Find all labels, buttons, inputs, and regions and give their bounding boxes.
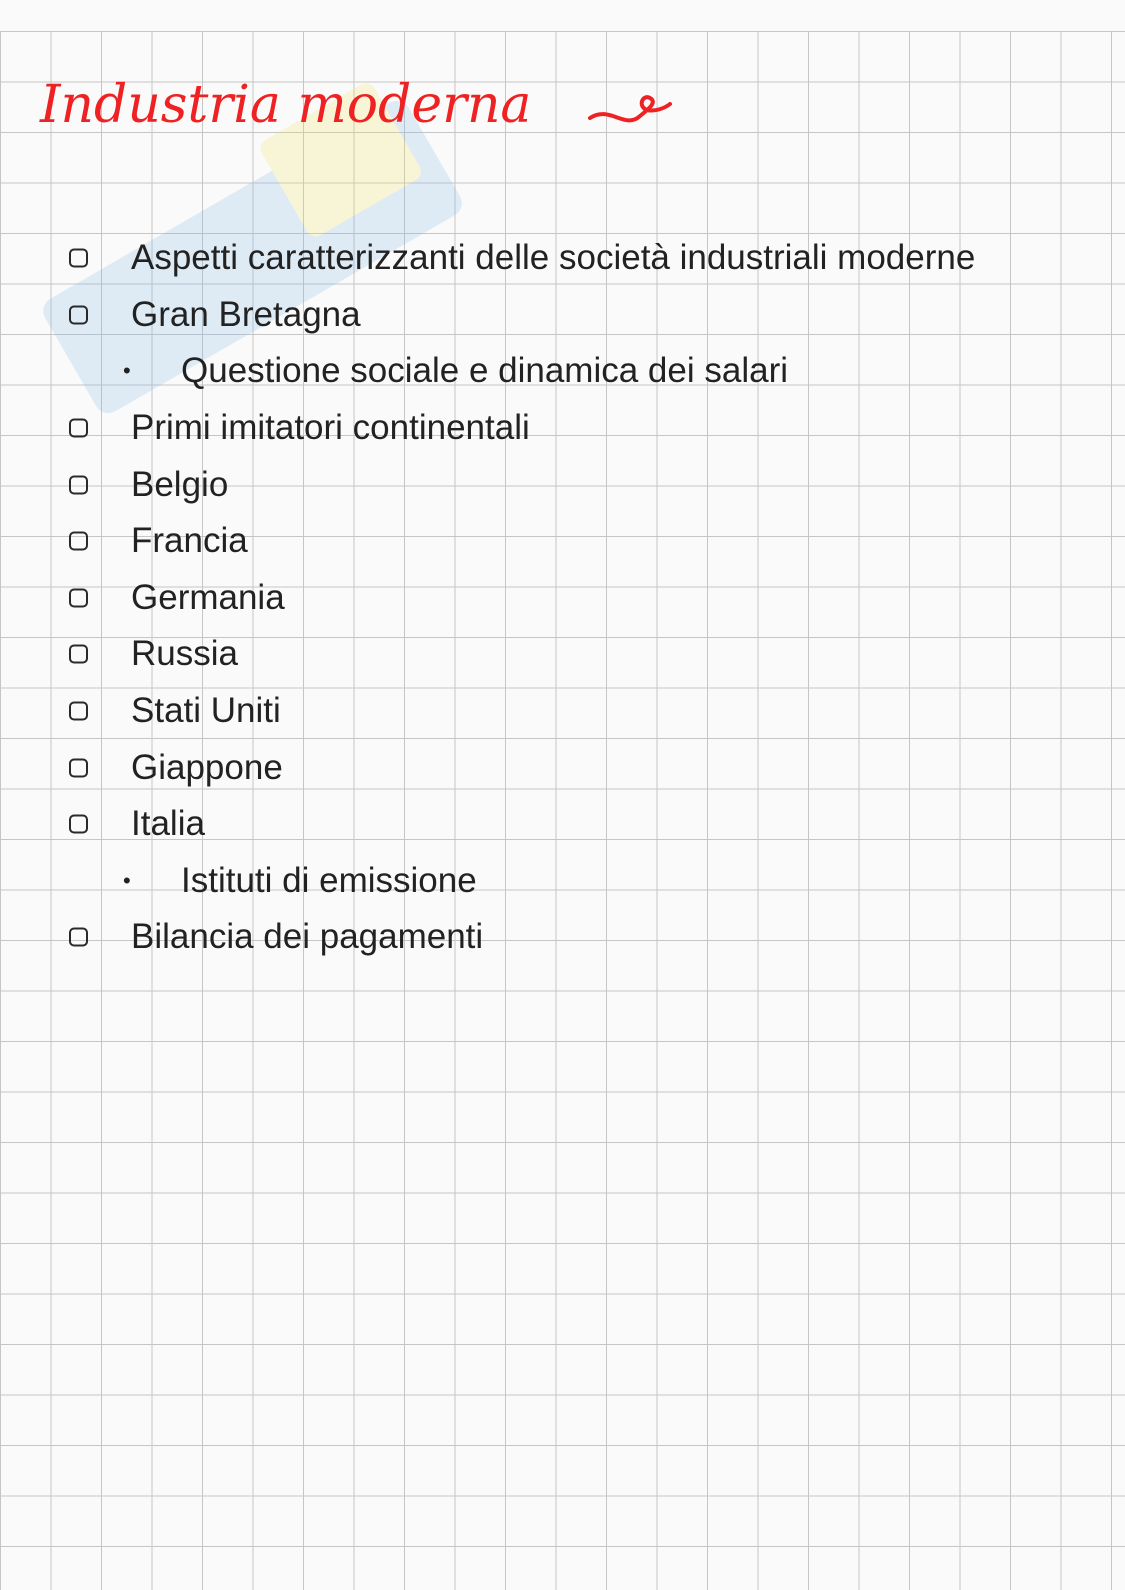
list-item: [0, 570, 1125, 627]
list-item: [0, 739, 1125, 796]
list-subitem-label: Questione sociale e dinamica dei salari: [181, 351, 788, 391]
list-item-label: Gran Bretagna: [131, 294, 361, 334]
list-item-label: Aspetti caratterizzanti delle società industriali moderne: [131, 238, 976, 278]
checkbox[interactable]: [69, 645, 88, 664]
list-item: [0, 230, 1125, 287]
list-item: [0, 909, 1125, 966]
list-item: [0, 400, 1125, 457]
bullet-icon: •: [123, 358, 131, 384]
list-item-label: Francia: [131, 521, 248, 561]
checkbox[interactable]: [69, 758, 88, 777]
list-item-label: Italia: [131, 804, 205, 844]
topic-list: [0, 230, 1125, 966]
checkbox[interactable]: [69, 588, 88, 607]
list-item-label: Giappone: [131, 747, 283, 787]
list-item-label: Stati Uniti: [131, 691, 281, 731]
list-item-label: Belgio: [131, 464, 229, 504]
page-top-margin: [0, 0, 1125, 31]
checkbox[interactable]: [69, 475, 88, 494]
checkbox[interactable]: [69, 249, 88, 268]
page-title-text: Industria moderna: [40, 75, 532, 135]
list-subitem-label: Istituti di emissione: [181, 860, 477, 900]
list-subitem: [0, 343, 1125, 400]
list-item-label: Russia: [131, 634, 238, 674]
list-item: [0, 683, 1125, 740]
list-item: [0, 513, 1125, 570]
page-title: [35, 50, 675, 150]
list-item-label: Germania: [131, 577, 285, 617]
bullet-icon: •: [123, 867, 131, 893]
checkbox[interactable]: [69, 419, 88, 438]
list-item: [0, 287, 1125, 344]
list-subitem: [0, 853, 1125, 910]
list-item-label: Bilancia dei pagamenti: [131, 917, 484, 957]
checkbox[interactable]: [69, 702, 88, 721]
list-item: [0, 796, 1125, 853]
checkbox[interactable]: [69, 928, 88, 947]
checkbox[interactable]: [69, 532, 88, 551]
list-item: [0, 456, 1125, 513]
list-item-label: Primi imitatori continentali: [131, 408, 530, 448]
checkbox[interactable]: [69, 815, 88, 834]
list-item: [0, 626, 1125, 683]
checkbox[interactable]: [69, 305, 88, 324]
title-flourish: [590, 97, 670, 120]
